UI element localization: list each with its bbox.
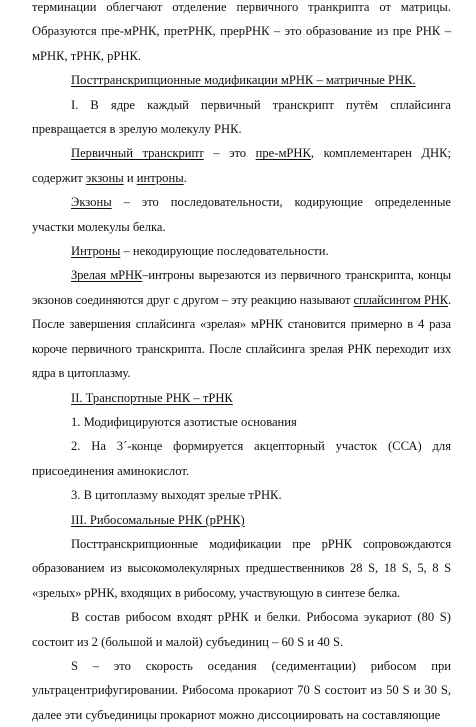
text-span: и — [123, 170, 137, 185]
heading-mrna-text: Посттранскрипционные модификации мРНК – матричные РНК. — [71, 73, 416, 88]
text-span: –интроны вырезаются из первичного транскрипта, концы экзонов соединяются друг с другом – эту реакцию называют — [32, 268, 451, 307]
paragraph-rrna-modifications: Посттранскрипционные модификации пре рРНК сопровождаются образованием из высокомолекулярных предшественников 28 S, 18 S, 5, 8 S «зрелых» рРНК, входящих в рибосому, участвующую в синтезе белка. — [32, 536, 451, 600]
heading-trna-text: II. Транспортные РНК – тРНК — [71, 390, 233, 405]
document-body — [32, 0, 451, 727]
section-heading-rrna — [32, 508, 451, 532]
paragraph-exons — [32, 190, 451, 239]
paragraph-pre-rna: терминации облегчают отделение первичного транкрипта от матрицы. Образуются пре-мРНК, претРНК, прерРНК – это образование из пре РНК – мРНК, тРНК, рРНК. — [32, 0, 451, 63]
text-span: . После завершения сплайсинга «зрелая» мРНК становится примерно в 4 раза короче первичного транскрипта. После сплайсинга зрелая РНК переходит изх ядра в цитоплазму. — [32, 292, 451, 381]
text-span: – некодирующие последовательности. — [120, 244, 329, 259]
term-mature-mrna: Зрелая мРНК — [71, 268, 143, 283]
text-span: , комплементарен ДНК; содержит — [32, 146, 451, 185]
term-pre-mrna: пре-мРНК — [255, 146, 311, 161]
paragraph-ribosome-composition: В состав рибосом входят рРНК и белки. Рибосома эукариот (80 S) состоит из 2 (большой и малой) субъединиц – 60 S и 40 S. — [32, 610, 451, 649]
list-item-trna-1: 1. Модифицируются азотистые основания — [71, 414, 297, 429]
text-span: – это — [203, 146, 256, 161]
list-item-trna-2: 2. На 3´-конце формируется акцепторный участок (ССА) для присоединения аминокислот. — [32, 439, 451, 478]
section-heading-mrna — [32, 68, 451, 92]
term-exons: экзоны — [85, 170, 124, 185]
heading-rrna-text: III. Рибосомальные РНК (рРНК) — [71, 512, 245, 527]
text-span: – это последовательности, кодирующие определенные участки молекулы белка. — [32, 195, 451, 234]
term-introns: интроны — [136, 170, 184, 185]
term-primary-transcript: Первичный транскрипт — [71, 146, 204, 161]
list-item-trna-3: 3. В цитоплазму выходят зрелые тРНК. — [71, 488, 282, 503]
paragraph-sedimentation: S – это скорость оседания (седиментации) рибосом при ультрацентрифугировании. Рибосома прокариот 70 S состоит из 50 S и 30 S, далее эти субъединицы прокариот можно диссоциировать на составляющие — [32, 658, 451, 722]
section-heading-trna — [32, 386, 451, 410]
paragraph-introns — [32, 239, 451, 263]
paragraph-splicing-intro: I. В ядре каждый первичный транскрипт путём сплайсинга превращается в зрелую молекулу РНК. — [32, 97, 451, 137]
term-introns-def: Интроны — [71, 244, 121, 259]
text-span: . — [183, 170, 187, 185]
paragraph-mature-mrna — [32, 263, 451, 385]
term-exons-def: Экзоны — [71, 195, 112, 210]
term-rna-splicing: сплайсингом РНК — [353, 292, 448, 307]
paragraph-primary-transcript — [32, 141, 451, 190]
